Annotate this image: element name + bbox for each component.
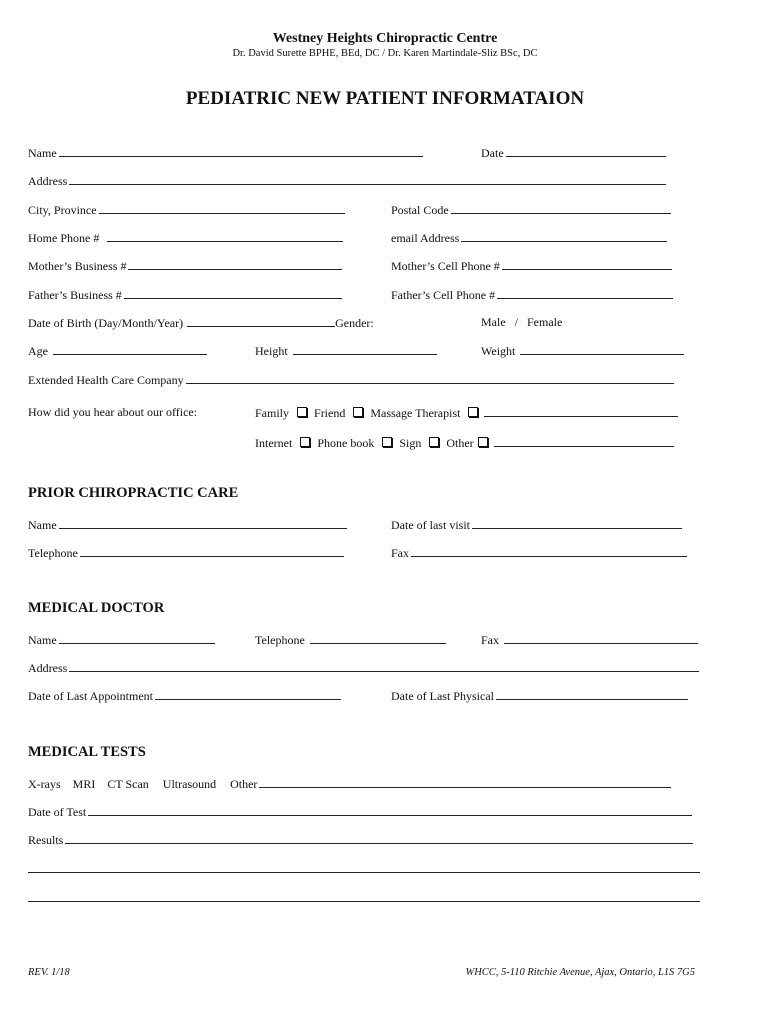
home-phone-field[interactable] (28, 230, 343, 246)
date-field[interactable] (481, 145, 666, 161)
father-cell-label: Father’s Cell Phone # (391, 288, 496, 302)
checkbox-phonebook[interactable] (382, 437, 392, 447)
weight-label: Weight (481, 344, 516, 358)
gender-label: Gender: (335, 316, 374, 330)
height-field[interactable] (255, 343, 437, 359)
prior-last-visit-label: Date of last visit (391, 518, 470, 532)
city-input-line[interactable] (99, 202, 345, 214)
prior-last-visit-field[interactable] (391, 517, 682, 533)
referral-row-2 (255, 435, 674, 451)
postal-label: Postal Code (391, 203, 449, 217)
md-name-field[interactable] (28, 632, 215, 648)
address-input-line[interactable] (69, 173, 666, 185)
test-ultrasound[interactable]: Ultrasound (162, 777, 217, 791)
test-date-input-line[interactable] (88, 804, 692, 816)
mother-business-input-line[interactable] (128, 258, 342, 270)
father-business-field[interactable] (28, 287, 342, 303)
age-label: Age (28, 344, 48, 358)
prior-name-label: Name (28, 518, 57, 532)
insurance-input-line[interactable] (186, 372, 674, 384)
referral-internet: Internet (255, 436, 293, 450)
mother-business-label: Mother’s Business # (28, 259, 127, 273)
checkbox-friend[interactable] (353, 407, 363, 417)
mother-cell-input-line[interactable] (502, 258, 672, 270)
city-label: City, Province (28, 203, 97, 217)
prior-fax-field[interactable] (391, 545, 687, 561)
gender-options[interactable]: Male / Female (481, 315, 563, 329)
prior-last-visit-input-line[interactable] (472, 517, 682, 529)
age-input-line[interactable] (53, 343, 207, 355)
md-telephone-input-line[interactable] (310, 632, 446, 644)
results-extra-line-2[interactable] (28, 901, 700, 902)
dob-field[interactable] (28, 315, 374, 331)
test-xrays[interactable]: X-rays (28, 777, 61, 791)
referral-phonebook: Phone book (317, 436, 375, 450)
test-other-label: Other (230, 777, 258, 791)
prior-telephone-field[interactable] (28, 545, 344, 561)
postal-input-line[interactable] (451, 202, 671, 214)
home-phone-input-line[interactable] (107, 230, 343, 242)
address-field[interactable] (28, 173, 666, 189)
clinic-address: WHCC, 5-110 Ritchie Avenue, Ajax, Ontario, L1S 7G5 (465, 967, 695, 978)
dob-input-line[interactable] (187, 315, 335, 327)
md-fax-label: Fax (481, 633, 499, 647)
date-label: Date (481, 146, 504, 160)
email-field[interactable] (391, 230, 667, 246)
prior-name-input-line[interactable] (59, 517, 347, 529)
father-cell-input-line[interactable] (497, 287, 673, 299)
md-last-physical-input-line[interactable] (496, 688, 688, 700)
age-field[interactable] (28, 343, 207, 359)
height-input-line[interactable] (293, 343, 437, 355)
referral-massage: Massage Therapist (370, 406, 461, 420)
md-last-appt-field[interactable] (28, 688, 341, 704)
prior-telephone-label: Telephone (28, 546, 78, 560)
md-address-field[interactable] (28, 660, 699, 676)
email-label: email Address (391, 231, 460, 245)
name-input-line[interactable] (59, 145, 423, 157)
md-fax-field[interactable] (481, 632, 698, 648)
referral-other: Other (446, 436, 474, 450)
mother-cell-field[interactable] (391, 258, 672, 274)
home-phone-label: Home Phone # (28, 231, 100, 245)
doctor-names: Dr. David Surette BPHE, BEd, DC / Dr. Karen Martindale-Sliz BSc, DC (232, 48, 538, 59)
md-telephone-label: Telephone (255, 633, 305, 647)
test-types (28, 776, 671, 792)
name-field[interactable] (28, 145, 423, 161)
referral-other-line[interactable] (494, 435, 674, 447)
test-results-field[interactable] (28, 832, 693, 848)
medical-doctor-heading: MEDICAL DOCTOR (28, 600, 165, 616)
father-business-input-line[interactable] (124, 287, 342, 299)
test-other-input-line[interactable] (259, 776, 671, 788)
page-title: PEDIATRIC NEW PATIENT INFORMATAION (185, 88, 585, 109)
checkbox-sign[interactable] (429, 437, 439, 447)
md-name-input-line[interactable] (59, 632, 215, 644)
checkbox-massage[interactable] (468, 407, 478, 417)
md-telephone-field[interactable] (255, 632, 446, 648)
md-last-physical-field[interactable] (391, 688, 688, 704)
prior-fax-input-line[interactable] (411, 545, 687, 557)
father-business-label: Father’s Business # (28, 288, 122, 302)
md-last-appt-input-line[interactable] (155, 688, 341, 700)
referral-friend: Friend (314, 406, 346, 420)
name-label: Name (28, 146, 57, 160)
test-results-input-line[interactable] (65, 832, 693, 844)
referral-family: Family (255, 406, 290, 420)
md-name-label: Name (28, 633, 57, 647)
address-label: Address (28, 174, 68, 188)
mother-business-field[interactable] (28, 258, 342, 274)
prior-name-field[interactable] (28, 517, 347, 533)
city-field[interactable] (28, 202, 345, 218)
mother-cell-label: Mother’s Cell Phone # (391, 259, 500, 273)
prior-telephone-input-line[interactable] (80, 545, 344, 557)
insurance-label: Extended Health Care Company (28, 373, 184, 387)
md-last-appt-label: Date of Last Appointment (28, 689, 153, 703)
revision-note: REV. 1/18 (28, 967, 70, 978)
test-mri[interactable]: MRI (72, 777, 96, 791)
checkbox-family[interactable] (297, 407, 307, 417)
dob-label: Date of Birth (Day/Month/Year) (28, 316, 184, 330)
medical-tests-heading: MEDICAL TESTS (28, 744, 146, 760)
date-input-line[interactable] (506, 145, 666, 157)
md-last-physical-label: Date of Last Physical (391, 689, 494, 703)
insurance-field[interactable] (28, 372, 674, 388)
md-address-input-line[interactable] (69, 660, 699, 672)
md-fax-input-line[interactable] (504, 632, 698, 644)
weight-input-line[interactable] (520, 343, 684, 355)
referral-question: How did you hear about our office: (28, 405, 198, 419)
md-address-label: Address (28, 661, 68, 675)
referral-row1-line[interactable] (484, 405, 678, 417)
father-cell-field[interactable] (391, 287, 673, 303)
referral-sign: Sign (399, 436, 422, 450)
email-input-line[interactable] (461, 230, 667, 242)
clinic-name: Westney Heights Chiropractic Centre (272, 31, 498, 46)
test-results-label: Results (28, 833, 64, 847)
checkbox-other[interactable] (478, 437, 488, 447)
weight-field[interactable] (481, 343, 684, 359)
referral-row-1 (255, 405, 678, 421)
test-date-label: Date of Test (28, 805, 87, 819)
test-date-field[interactable] (28, 804, 692, 820)
prior-care-heading: PRIOR CHIROPRACTIC CARE (28, 485, 239, 501)
results-extra-line-1[interactable] (28, 872, 700, 873)
postal-field[interactable] (391, 202, 671, 218)
checkbox-internet[interactable] (300, 437, 310, 447)
test-ctscan[interactable]: CT Scan (107, 777, 149, 791)
prior-fax-label: Fax (391, 546, 409, 560)
height-label: Height (255, 344, 288, 358)
